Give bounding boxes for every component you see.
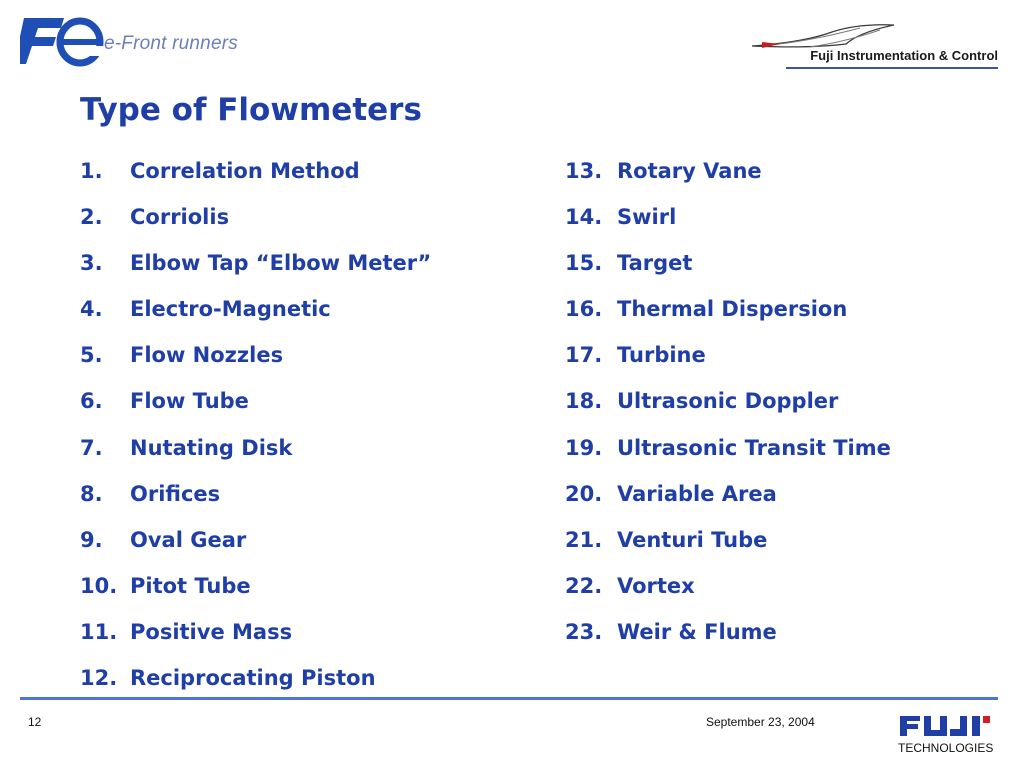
brand-name: Fuji Instrumentation & Control [810,48,998,63]
list-item [80,388,431,434]
list-item [565,619,891,665]
item-label: Electro-Magnetic [130,297,331,322]
list-item [80,342,431,388]
item-number: 2. [80,205,103,230]
item-number: 22. [565,573,603,598]
slide-header [0,0,1024,95]
item-number: 8. [80,481,103,506]
item-number: 7. [80,435,103,460]
item-label: Nutating Disk [130,435,293,460]
item-number: 12. [80,666,118,691]
list-item [565,435,891,481]
brand-underline [786,67,998,69]
item-number: 9. [80,527,103,552]
list-item [80,296,431,342]
list-item [565,342,891,388]
list-item [565,296,891,342]
item-label: Reciprocating Piston [130,666,376,691]
page-title: Type of Flowmeters [80,92,422,128]
item-label: Ultrasonic Transit Time [617,435,891,460]
item-number: 10. [80,573,118,598]
item-label: Oval Gear [130,527,247,552]
list-item [565,204,891,250]
item-number: 17. [565,343,603,368]
item-number: 6. [80,389,103,414]
list-item [80,158,431,204]
item-label: Venturi Tube [617,527,768,552]
item-label: Positive Mass [130,619,293,644]
item-label: Orifices [130,481,221,506]
item-label: Ultrasonic Doppler [617,389,839,414]
slide-date: September 23, 2004 [706,715,815,729]
flowmeter-list-right [565,158,891,665]
item-label: Flow Tube [130,389,249,414]
list-item [80,527,431,573]
list-item [80,481,431,527]
item-label: Swirl [617,205,677,230]
item-number: 19. [565,435,603,460]
flowmeter-list-left [80,158,431,711]
list-item [80,204,431,250]
item-label: Weir & Flume [617,619,777,644]
list-item [80,573,431,619]
item-label: Target [617,251,693,276]
company-subtitle: TECHNOLOGIES [898,741,994,755]
item-number: 13. [565,159,603,183]
item-number: 11. [80,619,118,644]
list-item [565,250,891,296]
fe-logo-icon [20,12,104,68]
logo-tagline: e-Front runners [104,33,238,54]
item-label: Thermal Dispersion [617,297,848,322]
item-number: 14. [565,205,603,230]
item-number: 5. [80,343,103,368]
item-label: Vortex [617,573,695,598]
item-label: Elbow Tap “Elbow Meter” [130,251,432,276]
slide-number: 12 [28,715,42,729]
list-item [565,573,891,619]
item-number: 16. [565,297,603,322]
fuji-wordmark-icon [898,714,992,738]
item-number: 1. [80,159,103,183]
item-number: 23. [565,619,603,644]
item-number: 3. [80,251,103,276]
list-item [80,665,431,711]
list-item [80,619,431,665]
item-label: Rotary Vane [617,159,762,183]
item-label: Turbine [617,343,706,368]
item-number: 15. [565,251,603,276]
list-item [80,435,431,481]
item-label: Corriolis [130,205,230,230]
item-number: 21. [565,527,603,552]
item-number: 18. [565,389,603,414]
list-item [565,481,891,527]
item-label: Flow Nozzles [130,343,284,368]
list-item [565,388,891,434]
item-label: Variable Area [617,481,777,506]
list-item [565,527,891,573]
list-item [80,250,431,296]
item-number: 20. [565,481,603,506]
footer-divider [20,697,998,700]
list-item [565,158,891,204]
item-label: Pitot Tube [130,573,251,598]
item-number: 4. [80,297,103,322]
item-label: Correlation Method [130,159,360,183]
